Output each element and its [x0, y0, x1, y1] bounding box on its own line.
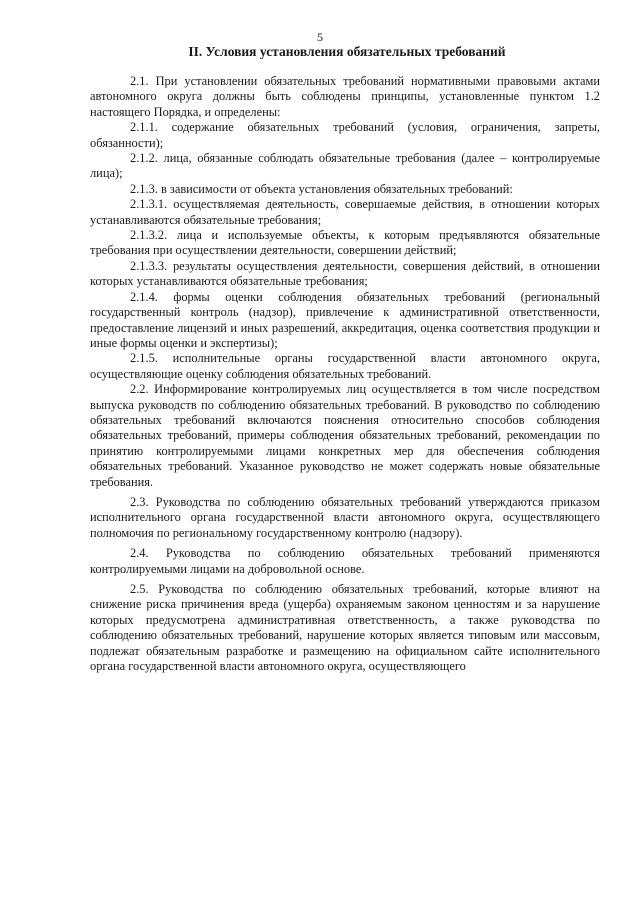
paragraph-2-4: 2.4. Руководства по соблюдению обязательных требований применяются контролируемыми лицами на добровольной основе. [90, 546, 600, 576]
paragraph-2-1-2: 2.1.2. лица, обязанные соблюдать обязательные требования (далее – контролируемые лица); [90, 151, 600, 181]
paragraph-2-1-3-3: 2.1.3.3. результаты осуществления деятельности, совершения действий, в отношении которых устанавливаются обязательные требования; [90, 258, 600, 289]
section-title: II. Условия установления обязательных требований [188, 44, 506, 59]
paragraph-2-5: 2.5. Руководства по соблюдению обязательных требований, которые влияют на снижение риска причинения вреда (ущерба) охраняемым законом ценностям и за нарушение которых предусмотрена административная ответственность, а также руководства по соблюдению обязательных требований, нарушение которых является типовым или массовым, подлежат обязательным разработке и размещению на официальном сайте исполнительного органа государственной власти автономного округа, осуществляющего [90, 582, 600, 674]
paragraph-2-1: 2.1. При установлении обязательных требований нормативными правовыми актами автономного округа должны быть соблюдены принципы, установленные пунктом 1.2 настоящего Порядка, и определены: [90, 74, 600, 119]
paragraph-2-1-4: 2.1.4. формы оценки соблюдения обязательных требований (региональный государственный контроль (надзор), привлечение к административной ответственности, предоставление лицензий и иных разрешений, аккредитация, оценка соответствия продукции и иные формы оценки и экспертизы); [90, 289, 600, 350]
paragraph-2-1-3-2: 2.1.3.2. лица и используемые объекты, к которым предъявляются обязательные требования при осуществлении деятельности, совершении действий; [90, 228, 600, 258]
paragraph-2-1-3: 2.1.3. в зависимости от объекта установления обязательных требований: [130, 181, 513, 196]
page-number: 5 [317, 30, 323, 44]
paragraph-2-1-1: 2.1.1. содержание обязательных требований (условия, ограничения, запреты, обязанности); [90, 120, 600, 150]
document-body [90, 74, 600, 674]
paragraph-2-3: 2.3. Руководства по соблюдению обязательных требований утверждаются приказом исполнительного органа государственной власти автономного округа, осуществляющего полномочия по региональному государственному контролю (надзору). [90, 494, 600, 540]
paragraph-2-1-3-1: 2.1.3.1. осуществляемая деятельность, совершаемые действия, в отношении которых устанавливаются обязательные требования; [90, 197, 600, 227]
paragraph-2-2: 2.2. Информирование контролируемых лиц осуществляется в том числе посредством выпуска руководств по соблюдению обязательных требований. В руководство по соблюдению обязательных требований включаются пояснения относительно способов соблюдения обязательных требований, примеры соблюдения обязательных требований, рекомендации по принятию контролируемыми лицами конкретных мер для обеспечения соблюдения обязательных требований. Указанное руководство не может содержать новые обязательные требования. [90, 382, 600, 489]
paragraph-2-1-5: 2.1.5. исполнительные органы государственной власти автономного округа, осуществляющие оценку соблюдения обязательных требований. [90, 351, 600, 381]
